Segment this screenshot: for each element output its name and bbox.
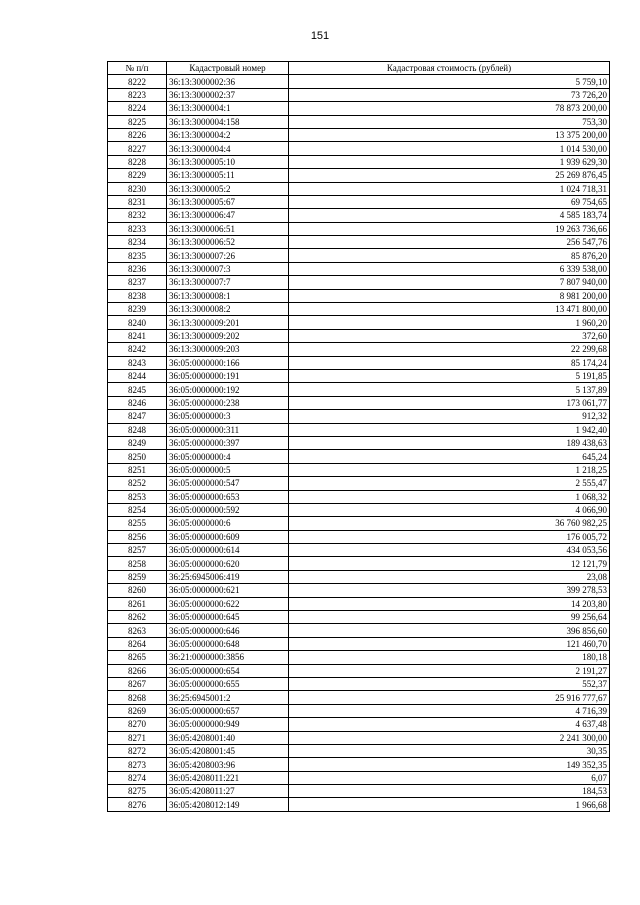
cell-number: 8233 <box>108 222 167 235</box>
table-row <box>108 637 610 650</box>
cell-cadastral-number: 36:05:0000000:654 <box>167 664 289 677</box>
table-row <box>108 436 610 449</box>
table-row <box>108 664 610 677</box>
cell-cadastral-number: 36:05:4208011:221 <box>167 771 289 784</box>
cell-cadastral-number: 36:05:0000000:6 <box>167 517 289 530</box>
table-row <box>108 316 610 329</box>
cell-number: 8259 <box>108 570 167 583</box>
cell-cadastral-value: 256 547,76 <box>289 236 610 249</box>
cell-cadastral-number: 36:13:3000004:2 <box>167 128 289 141</box>
table-row <box>108 356 610 369</box>
table-row <box>108 276 610 289</box>
cell-number: 8245 <box>108 383 167 396</box>
cell-cadastral-number: 36:13:3000009:201 <box>167 316 289 329</box>
cell-cadastral-number: 36:13:3000004:4 <box>167 142 289 155</box>
table-row <box>108 195 610 208</box>
cell-number: 8241 <box>108 329 167 342</box>
cell-cadastral-number: 36:13:3000005:67 <box>167 195 289 208</box>
cell-cadastral-value: 25 916 777,67 <box>289 691 610 704</box>
cell-number: 8222 <box>108 75 167 88</box>
table-row <box>108 530 610 543</box>
cell-cadastral-number: 36:13:3000005:2 <box>167 182 289 195</box>
table-row <box>108 102 610 115</box>
cell-number: 8228 <box>108 155 167 168</box>
cell-cadastral-number: 36:05:4208001:45 <box>167 744 289 757</box>
cell-cadastral-value: 13 471 800,00 <box>289 303 610 316</box>
cell-cadastral-value: 19 263 736,66 <box>289 222 610 235</box>
cell-cadastral-number: 36:13:3000007:3 <box>167 262 289 275</box>
table-row <box>108 289 610 302</box>
cell-cadastral-value: 1 024 718,31 <box>289 182 610 195</box>
table-row <box>108 798 610 811</box>
cell-cadastral-value: 36 760 982,25 <box>289 517 610 530</box>
cell-number: 8261 <box>108 597 167 610</box>
cell-number: 8276 <box>108 798 167 811</box>
table-row <box>108 584 610 597</box>
cell-cadastral-value: 99 256,64 <box>289 611 610 624</box>
cell-number: 8240 <box>108 316 167 329</box>
cell-number: 8234 <box>108 236 167 249</box>
cell-number: 8248 <box>108 423 167 436</box>
table-row <box>108 477 610 490</box>
cell-cadastral-number: 36:13:3000005:10 <box>167 155 289 168</box>
table-row <box>108 155 610 168</box>
table-row <box>108 544 610 557</box>
cell-cadastral-value: 1 218,25 <box>289 463 610 476</box>
cell-number: 8247 <box>108 410 167 423</box>
cell-number: 8237 <box>108 276 167 289</box>
cell-cadastral-number: 36:05:4208011:27 <box>167 785 289 798</box>
cell-cadastral-number: 36:05:0000000:166 <box>167 356 289 369</box>
cell-number: 8260 <box>108 584 167 597</box>
table-row <box>108 222 610 235</box>
cell-cadastral-number: 36:05:0000000:653 <box>167 490 289 503</box>
cell-cadastral-value: 78 873 200,00 <box>289 102 610 115</box>
cell-number: 8264 <box>108 637 167 650</box>
table-row <box>108 329 610 342</box>
cell-cadastral-number: 36:05:0000000:311 <box>167 423 289 436</box>
table-row <box>108 517 610 530</box>
cell-cadastral-value: 184,53 <box>289 785 610 798</box>
cell-number: 8251 <box>108 463 167 476</box>
cell-cadastral-value: 2 191,27 <box>289 664 610 677</box>
cell-cadastral-number: 36:05:0000000:4 <box>167 450 289 463</box>
cell-cadastral-value: 753,30 <box>289 115 610 128</box>
cell-cadastral-number: 36:05:0000000:646 <box>167 624 289 637</box>
table-header-row <box>108 62 610 75</box>
table-row <box>108 691 610 704</box>
cell-cadastral-number: 36:05:0000000:609 <box>167 530 289 543</box>
cell-cadastral-value: 121 460,70 <box>289 637 610 650</box>
cell-number: 8242 <box>108 343 167 356</box>
cell-number: 8236 <box>108 262 167 275</box>
cell-cadastral-number: 36:05:4208003:96 <box>167 758 289 771</box>
cell-number: 8226 <box>108 128 167 141</box>
cell-cadastral-value: 30,35 <box>289 744 610 757</box>
cell-number: 8231 <box>108 195 167 208</box>
column-header-number: № п/п <box>108 62 167 75</box>
cell-number: 8271 <box>108 731 167 744</box>
cell-cadastral-value: 645,24 <box>289 450 610 463</box>
cell-cadastral-number: 36:13:3000006:47 <box>167 209 289 222</box>
cell-cadastral-number: 36:13:3000004:158 <box>167 115 289 128</box>
table-row <box>108 450 610 463</box>
table-row <box>108 343 610 356</box>
cell-cadastral-value: 14 203,80 <box>289 597 610 610</box>
table-row <box>108 718 610 731</box>
cell-number: 8257 <box>108 544 167 557</box>
table-body <box>108 75 610 811</box>
cell-cadastral-number: 36:05:0000000:620 <box>167 557 289 570</box>
table-row <box>108 570 610 583</box>
cadastral-value-table <box>107 61 610 812</box>
cell-cadastral-value: 4 716,39 <box>289 704 610 717</box>
cell-number: 8268 <box>108 691 167 704</box>
table-row <box>108 396 610 409</box>
cell-cadastral-number: 36:05:0000000:3 <box>167 410 289 423</box>
table-row <box>108 142 610 155</box>
table-row <box>108 182 610 195</box>
cell-cadastral-value: 399 278,53 <box>289 584 610 597</box>
cell-cadastral-number: 36:13:3000006:52 <box>167 236 289 249</box>
cell-cadastral-value: 1 014 530,00 <box>289 142 610 155</box>
cell-number: 8262 <box>108 611 167 624</box>
cell-cadastral-value: 12 121,79 <box>289 557 610 570</box>
cell-cadastral-value: 22 299,68 <box>289 343 610 356</box>
cell-cadastral-number: 36:05:0000000:238 <box>167 396 289 409</box>
cell-cadastral-number: 36:05:0000000:397 <box>167 436 289 449</box>
table-row <box>108 677 610 690</box>
cell-cadastral-number: 36:13:3000008:1 <box>167 289 289 302</box>
cell-cadastral-number: 36:05:0000000:655 <box>167 677 289 690</box>
cell-number: 8273 <box>108 758 167 771</box>
cell-number: 8232 <box>108 209 167 222</box>
table-row <box>108 597 610 610</box>
cell-number: 8249 <box>108 436 167 449</box>
table-row <box>108 410 610 423</box>
cell-number: 8254 <box>108 503 167 516</box>
cell-cadastral-value: 85 876,20 <box>289 249 610 262</box>
cell-cadastral-value: 8 981 200,00 <box>289 289 610 302</box>
cell-cadastral-number: 36:13:3000009:203 <box>167 343 289 356</box>
cell-cadastral-value: 5 759,10 <box>289 75 610 88</box>
cell-cadastral-value: 176 005,72 <box>289 530 610 543</box>
table-row <box>108 611 610 624</box>
cell-cadastral-value: 912,32 <box>289 410 610 423</box>
cell-cadastral-value: 73 726,20 <box>289 88 610 101</box>
cell-cadastral-number: 36:13:3000006:51 <box>167 222 289 235</box>
table-row <box>108 303 610 316</box>
cell-number: 8239 <box>108 303 167 316</box>
cell-cadastral-number: 36:13:3000005:11 <box>167 169 289 182</box>
table-row <box>108 169 610 182</box>
table-row <box>108 209 610 222</box>
cell-number: 8269 <box>108 704 167 717</box>
cell-number: 8265 <box>108 651 167 664</box>
cell-cadastral-value: 23,08 <box>289 570 610 583</box>
cell-number: 8223 <box>108 88 167 101</box>
cell-cadastral-number: 36:13:3000002:37 <box>167 88 289 101</box>
cell-number: 8224 <box>108 102 167 115</box>
cell-cadastral-value: 1 068,32 <box>289 490 610 503</box>
cell-cadastral-number: 36:13:3000009:202 <box>167 329 289 342</box>
table-row <box>108 731 610 744</box>
table-row <box>108 651 610 664</box>
cell-cadastral-value: 25 269 876,45 <box>289 169 610 182</box>
cell-number: 8250 <box>108 450 167 463</box>
column-header-cadastral-value: Кадастровая стоимость (рублей) <box>289 62 610 75</box>
cell-number: 8267 <box>108 677 167 690</box>
cell-number: 8255 <box>108 517 167 530</box>
cell-cadastral-value: 180,18 <box>289 651 610 664</box>
cell-number: 8244 <box>108 369 167 382</box>
cell-cadastral-value: 2 555,47 <box>289 477 610 490</box>
cell-cadastral-value: 189 438,63 <box>289 436 610 449</box>
table-row <box>108 115 610 128</box>
cell-cadastral-value: 396 856,60 <box>289 624 610 637</box>
cell-number: 8252 <box>108 477 167 490</box>
cell-cadastral-value: 5 137,89 <box>289 383 610 396</box>
cell-number: 8275 <box>108 785 167 798</box>
cell-cadastral-number: 36:05:0000000:592 <box>167 503 289 516</box>
cell-number: 8256 <box>108 530 167 543</box>
cell-cadastral-value: 69 754,65 <box>289 195 610 208</box>
cell-cadastral-number: 36:13:3000004:1 <box>167 102 289 115</box>
table-row <box>108 503 610 516</box>
cell-number: 8235 <box>108 249 167 262</box>
table-row <box>108 771 610 784</box>
cell-number: 8258 <box>108 557 167 570</box>
cell-cadastral-number: 36:13:3000008:2 <box>167 303 289 316</box>
cell-cadastral-value: 552,37 <box>289 677 610 690</box>
cell-cadastral-number: 36:05:0000000:645 <box>167 611 289 624</box>
cell-cadastral-value: 1 960,20 <box>289 316 610 329</box>
cell-cadastral-value: 1 942,40 <box>289 423 610 436</box>
cell-cadastral-value: 4 585 183,74 <box>289 209 610 222</box>
cell-number: 8263 <box>108 624 167 637</box>
table-row <box>108 557 610 570</box>
table-row <box>108 744 610 757</box>
table-row <box>108 262 610 275</box>
cell-cadastral-value: 85 174,24 <box>289 356 610 369</box>
cell-cadastral-number: 36:05:0000000:614 <box>167 544 289 557</box>
cell-number: 8274 <box>108 771 167 784</box>
table-row <box>108 758 610 771</box>
cell-cadastral-value: 4 066,90 <box>289 503 610 516</box>
cell-number: 8225 <box>108 115 167 128</box>
cell-number: 8238 <box>108 289 167 302</box>
table-row <box>108 369 610 382</box>
cell-cadastral-number: 36:05:0000000:621 <box>167 584 289 597</box>
cell-cadastral-value: 173 061,77 <box>289 396 610 409</box>
cell-cadastral-number: 36:05:4208001:40 <box>167 731 289 744</box>
cell-cadastral-value: 6 339 538,00 <box>289 262 610 275</box>
table-row <box>108 75 610 88</box>
table-row <box>108 383 610 396</box>
cell-cadastral-number: 36:05:0000000:192 <box>167 383 289 396</box>
cell-cadastral-value: 149 352,35 <box>289 758 610 771</box>
cell-cadastral-number: 36:05:0000000:191 <box>167 369 289 382</box>
cell-cadastral-number: 36:05:0000000:5 <box>167 463 289 476</box>
cell-cadastral-value: 1 966,68 <box>289 798 610 811</box>
cell-cadastral-value: 5 191,85 <box>289 369 610 382</box>
cell-number: 8253 <box>108 490 167 503</box>
cell-cadastral-number: 36:05:0000000:622 <box>167 597 289 610</box>
cell-cadastral-number: 36:05:0000000:547 <box>167 477 289 490</box>
table-row <box>108 624 610 637</box>
cell-number: 8266 <box>108 664 167 677</box>
table-row <box>108 423 610 436</box>
table-row <box>108 249 610 262</box>
column-header-cadastral-number: Кадастровый номер <box>167 62 289 75</box>
cell-cadastral-number: 36:25:6945001:2 <box>167 691 289 704</box>
cell-cadastral-value: 4 637,48 <box>289 718 610 731</box>
table-row <box>108 785 610 798</box>
cell-cadastral-value: 1 939 629,30 <box>289 155 610 168</box>
cell-number: 8243 <box>108 356 167 369</box>
cell-number: 8246 <box>108 396 167 409</box>
cell-cadastral-value: 7 807 940,00 <box>289 276 610 289</box>
cell-number: 8270 <box>108 718 167 731</box>
cell-cadastral-number: 36:13:3000002:36 <box>167 75 289 88</box>
cell-number: 8230 <box>108 182 167 195</box>
table-row <box>108 463 610 476</box>
cell-number: 8227 <box>108 142 167 155</box>
cell-cadastral-value: 13 375 200,00 <box>289 128 610 141</box>
cell-cadastral-number: 36:05:0000000:648 <box>167 637 289 650</box>
cell-cadastral-number: 36:05:4208012:149 <box>167 798 289 811</box>
cell-cadastral-value: 434 053,56 <box>289 544 610 557</box>
page-number: 151 <box>310 30 330 42</box>
cell-cadastral-number: 36:25:6945006:419 <box>167 570 289 583</box>
table-row <box>108 236 610 249</box>
cell-cadastral-number: 36:05:0000000:949 <box>167 718 289 731</box>
cell-cadastral-number: 36:21:0000000:3856 <box>167 651 289 664</box>
cell-cadastral-value: 372,60 <box>289 329 610 342</box>
table-row <box>108 490 610 503</box>
cell-cadastral-value: 6,07 <box>289 771 610 784</box>
cell-cadastral-number: 36:13:3000007:7 <box>167 276 289 289</box>
cell-number: 8272 <box>108 744 167 757</box>
cell-number: 8229 <box>108 169 167 182</box>
cell-cadastral-value: 2 241 300,00 <box>289 731 610 744</box>
table-row <box>108 88 610 101</box>
cell-cadastral-number: 36:13:3000007:26 <box>167 249 289 262</box>
table-row <box>108 128 610 141</box>
table-row <box>108 704 610 717</box>
cell-cadastral-number: 36:05:0000000:657 <box>167 704 289 717</box>
